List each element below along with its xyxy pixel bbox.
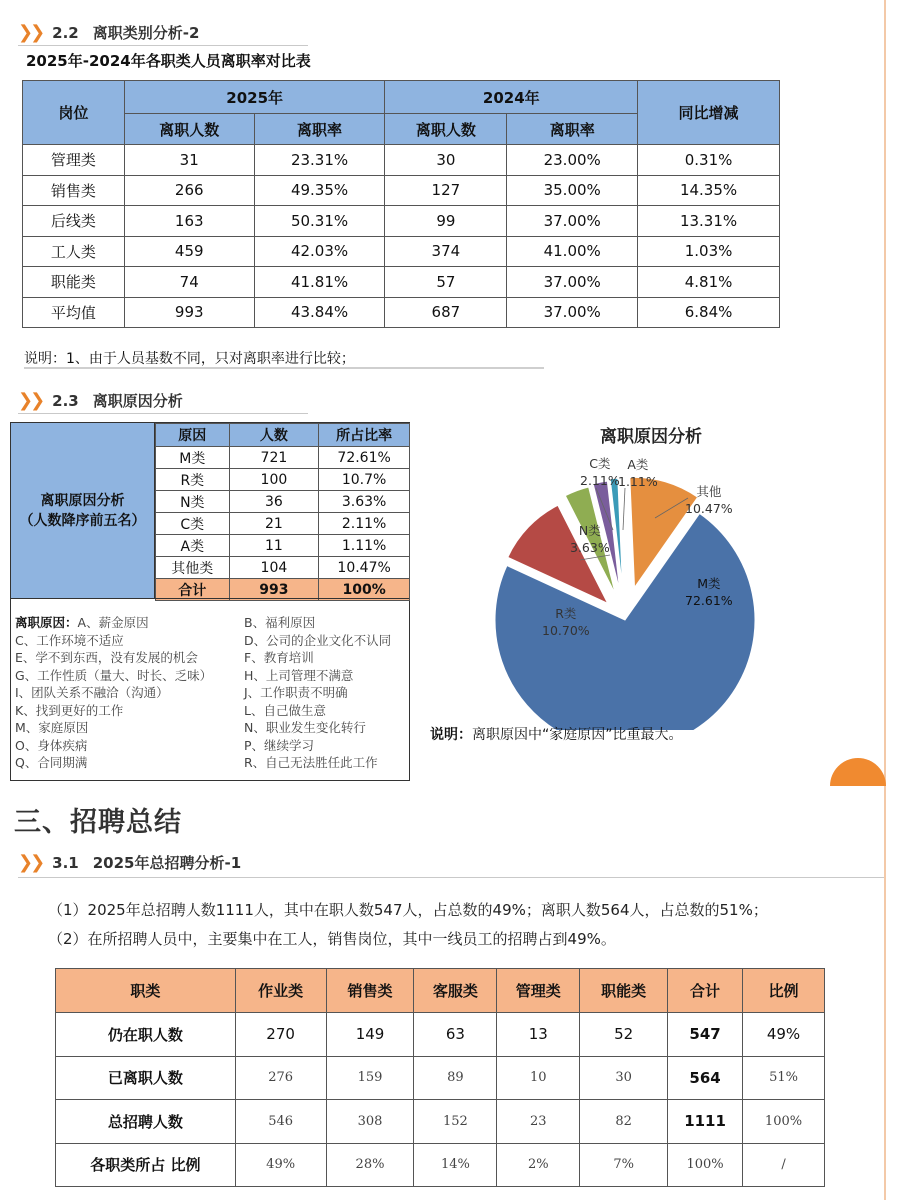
table-row: R类 100 10.7%	[156, 469, 410, 491]
section-title: 离职类别分析-2	[92, 24, 200, 42]
pie-label-3: C类 2.11%	[580, 456, 620, 488]
list-item: C、工作环境不适应 D、公司的企业文化不认同	[15, 632, 392, 648]
header-count-2025: 离职人数	[124, 114, 254, 145]
section-number: 2.3	[52, 391, 79, 410]
section-heading-2-3	[18, 390, 183, 411]
header-count-2024: 离职人数	[385, 114, 507, 145]
section-title: 离职原因分析	[92, 392, 183, 410]
total-row: 合计 993 100%	[156, 579, 410, 601]
pie-label-1: R类 10.70%	[542, 606, 590, 638]
header-yoy: 同比增减	[638, 81, 780, 145]
header-2024: 2024年	[385, 81, 638, 114]
header-position: 岗位	[23, 81, 125, 145]
pie-label-4: A类 1.11%	[618, 457, 658, 489]
section-underline	[18, 45, 308, 46]
paragraph: （1）2025年总招聘人数1111人，其中在职人数547人，占总数的49%；离职人数564人，占总数的51%；	[48, 901, 768, 919]
table-row: 职能类 74 41.81% 57 37.00% 4.81%	[23, 267, 780, 298]
section-underline	[18, 877, 884, 878]
chevron-right-icon: ❯❯	[18, 852, 43, 873]
table-row: M类 721 72.61%	[156, 447, 410, 469]
turnover-rate-comparison-table	[22, 80, 780, 328]
pie-label-0: M类 72.61%	[685, 576, 733, 608]
chapter-title: 三、招聘总结	[14, 807, 182, 838]
decorative-orange-shape	[830, 758, 886, 786]
table-title: 2025年-2024年各职类人员离职率对比表	[26, 52, 311, 70]
list-item: E、学不到东西，没有发展的机会 F、教育培训	[15, 650, 314, 665]
table-row: 仍在职人数 270 149 63 13 52 547 49%	[56, 1013, 825, 1057]
table-row: 各职类所占 比例 49% 28% 14% 2% 7% 100% /	[56, 1143, 825, 1187]
section-heading-3-1	[18, 852, 241, 873]
table-row: 总招聘人数 546 308 152 23 82 1111 100%	[56, 1100, 825, 1144]
pie-label-2: N类 3.63%	[570, 523, 610, 555]
reason-analysis-label: 离职原因分析 （人数降序前五名）	[11, 423, 155, 598]
table-row: A类 11 1.11%	[156, 535, 410, 557]
chart-title: 离职原因分析	[600, 427, 702, 447]
reason-analysis-box	[10, 422, 410, 781]
section-heading-2-2	[18, 22, 199, 43]
divider	[11, 598, 409, 599]
table-row: 工人类 459 42.03% 374 41.00% 1.03%	[23, 236, 780, 267]
table-row: 后线类 163 50.31% 99 37.00% 13.31%	[23, 206, 780, 237]
list-item: M、家庭原因 N、职业发生变化转行	[15, 720, 366, 735]
table-row: N类 36 3.63%	[156, 491, 410, 513]
pie-label-5: 其他 10.47%	[685, 484, 733, 516]
chevron-right-icon: ❯❯	[18, 390, 43, 411]
section-underline	[18, 413, 308, 414]
recruitment-table: 职类 作业类 销售类 客服类 管理类 职能类 合计 比例 仍在职人数 270 149 63 13 52 547 49% 已离职人数 276 159 89 10 30 564 51% 总招聘人数 546 308 152 23 82 1111 100% 各职类所占 比例 49% 28% 14% 2% 7% 100% /	[55, 968, 825, 1187]
reason-pie-chart	[420, 410, 880, 730]
section-title: 2025年总招聘分析-1	[92, 854, 242, 872]
section-number: 2.2	[52, 23, 79, 42]
list-item: I、团队关系不融洽（沟通） J、工作职责不明确	[15, 685, 348, 700]
list-item: 离职原因：A、薪金原因 B、福利原因	[15, 615, 316, 630]
list-item: K、找到更好的工作 L、自己做生意	[15, 702, 326, 718]
header-rate-2025: 离职率	[254, 114, 385, 145]
table-row: 管理类 31 23.31% 30 23.00% 0.31%	[23, 145, 780, 176]
table-row: 销售类 266 49.35% 127 35.00% 14.35%	[23, 175, 780, 206]
page-edge-line	[884, 0, 886, 1200]
list-item: G、工作性质（量大、时长、乏味） H、上司管理不满意	[15, 667, 354, 683]
list-item: O、身体疾病 P、继续学习	[15, 737, 315, 753]
list-item: Q、合同期满 R、自己无法胜任此工作	[15, 755, 378, 770]
chevron-right-icon: ❯❯	[18, 22, 43, 43]
table-row: 平均值 993 43.84% 687 37.00% 6.84%	[23, 297, 780, 328]
header-rate-2024: 离职率	[507, 114, 638, 145]
chart-note: 说明：离职原因中“家庭原因”比重最大。	[430, 727, 683, 743]
header-2025: 2025年	[124, 81, 385, 114]
reason-legend	[15, 614, 407, 772]
reason-table: 原因 人数 所占比率 M类 721 72.61% R类 100 10.7% N类 36 3.63% C类 21 2.11% A类 11 1.11% 其他类 104 10.47% 合计 993 100%	[155, 423, 410, 601]
leader-line	[623, 488, 625, 530]
table-row: C类 21 2.11%	[156, 513, 410, 535]
cropped-text-line	[24, 366, 544, 370]
paragraph: （2）在所招聘人员中，主要集中在工人，销售岗位，其中一线员工的招聘占到49%。	[48, 930, 616, 948]
section-number: 3.1	[52, 853, 79, 872]
table-row: 其他类 104 10.47%	[156, 557, 410, 579]
note-text: 说明：1、由于人员基数不同，只对离职率进行比较；	[24, 351, 355, 367]
table-row: 已离职人数 276 159 89 10 30 564 51%	[56, 1056, 825, 1100]
